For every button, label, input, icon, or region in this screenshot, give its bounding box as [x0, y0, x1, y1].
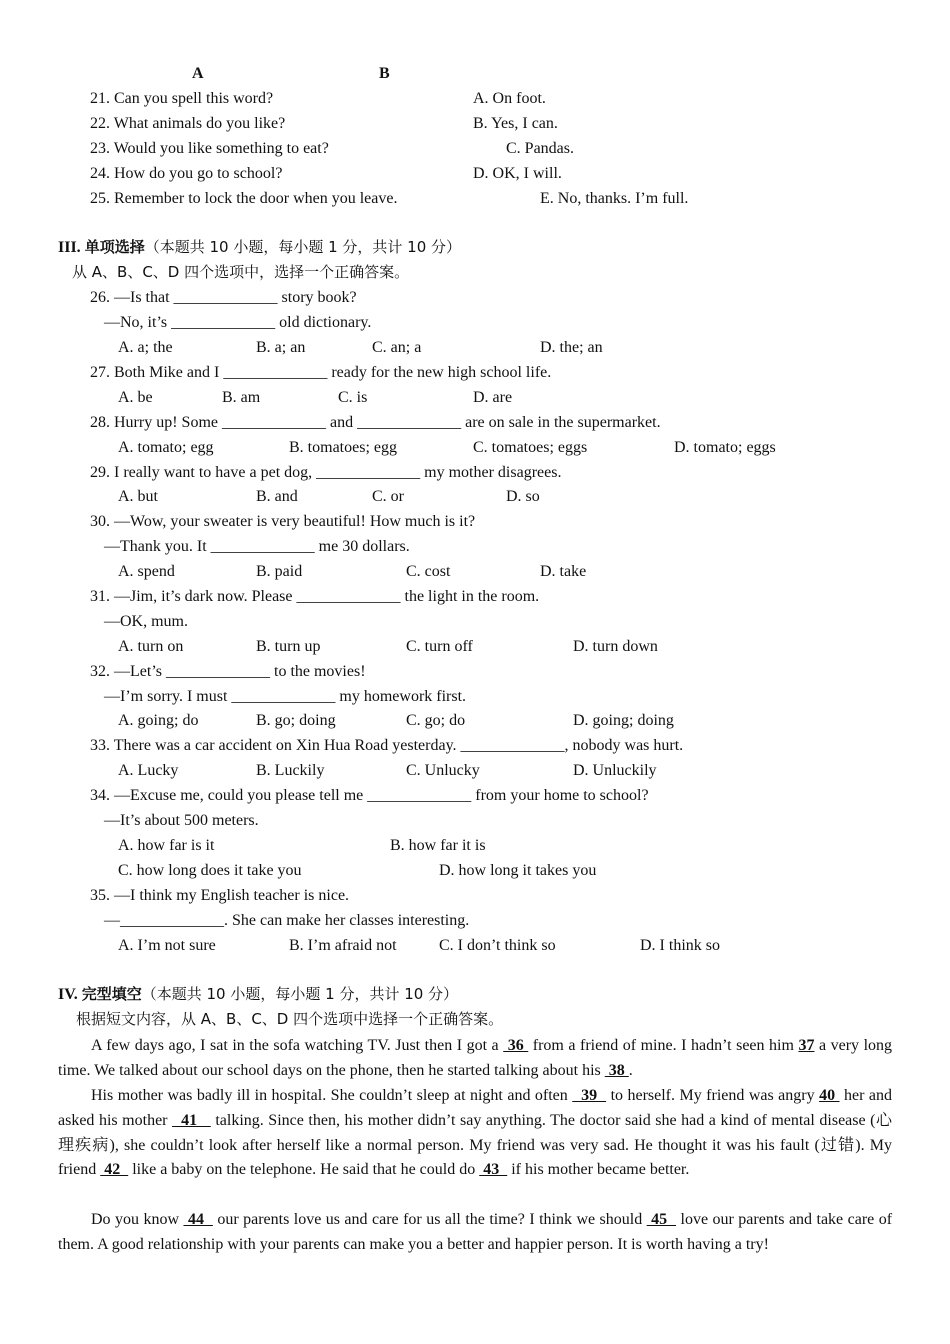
option-31-d: D. turn down — [573, 638, 658, 655]
section-3-number: III. — [58, 239, 81, 256]
blank-41: 41 — [172, 1111, 211, 1129]
passage-text: His mother was badly ill in hospital. She couldn’t sleep at night and often — [91, 1087, 573, 1104]
option-29-b: B. and — [256, 488, 298, 505]
matching-answer-b: B. Yes, I can. — [473, 115, 558, 132]
matching-answer-c: C. Pandas. — [506, 140, 574, 157]
section-3-instruction: 从 A、B、C、D 四个选项中，选择一个正确答案。 — [72, 263, 410, 281]
blank-36: 36 — [503, 1037, 529, 1054]
option-27-c: C. is — [338, 389, 368, 406]
option-32-d: D. going; doing — [573, 712, 674, 729]
section-4-note: （本题共 10 小题，每小题 1 分，共计 10 分） — [141, 985, 459, 1003]
blank-39: 39 — [572, 1087, 607, 1104]
matching-question-21: 21. Can you spell this word? — [90, 90, 274, 107]
option-29-a: A. but — [118, 488, 158, 505]
section-3-title: 单项选择 — [84, 238, 145, 256]
blank-43: 43 — [479, 1161, 508, 1179]
section-4-title: 完型填空 — [81, 985, 142, 1003]
option-34-b: B. how far it is — [390, 837, 486, 854]
option-29-c: C. or — [372, 488, 404, 505]
option-27-d: D. are — [473, 389, 513, 406]
section-4-instruction: 根据短文内容，从 A、B、C、D 四个选项中选择一个正确答案。 — [76, 1010, 504, 1028]
option-32-a: A. going; do — [118, 712, 199, 729]
matching-question-22: 22. What animals do you like? — [90, 115, 286, 132]
blank-40: 40 — [819, 1087, 840, 1104]
option-33-b: B. Luckily — [256, 762, 325, 779]
passage-text: Do you know — [91, 1211, 184, 1228]
option-29-d: D. so — [506, 488, 540, 505]
option-33-c: C. Unlucky — [406, 762, 480, 779]
question-31-line-2: —OK, mum. — [104, 613, 188, 630]
option-34-a: A. how far is it — [118, 837, 215, 854]
question-26-line-1: 26. —Is that _____________ story book? — [90, 289, 357, 306]
option-31-a: A. turn on — [118, 638, 184, 655]
option-35-a: A. I’m not sure — [118, 937, 216, 954]
question-26-line-2: —No, it’s _____________ old dictionary. — [104, 314, 372, 331]
question-29-line-1: 29. I really want to have a pet dog, _____________ my mother disagrees. — [90, 464, 562, 481]
option-28-d: D. tomato; eggs — [674, 439, 776, 456]
column-header-b: B — [379, 65, 390, 82]
question-34-line-2: —It’s about 500 meters. — [104, 812, 259, 829]
matching-answer-e: E. No, thanks. I’m full. — [540, 190, 689, 207]
option-34-c: C. how long does it take you — [118, 862, 302, 879]
section-3-note: （本题共 10 小题，每小题 1 分，共计 10 分） — [144, 238, 462, 256]
blank-37: 37 — [798, 1037, 815, 1054]
question-27-line-1: 27. Both Mike and I _____________ ready for the new high school life. — [90, 364, 552, 381]
option-33-a: A. Lucky — [118, 762, 179, 779]
option-27-a: A. be — [118, 389, 153, 406]
question-32-line-1: 32. —Let’s _____________ to the movies! — [90, 663, 366, 680]
section-4-heading — [58, 984, 458, 1005]
passage-text: love our parents and take care of them. A good relationship with your parents can make you a better and happier person. It is worth having a try! — [58, 1211, 893, 1253]
passage-text: our parents love us and care for us all the time? I think we should — [212, 1211, 647, 1228]
section-4-number: IV. — [58, 986, 78, 1003]
option-28-a: A. tomato; egg — [118, 439, 214, 456]
passage-paragraph-3 — [58, 1208, 892, 1258]
option-32-b: B. go; doing — [256, 712, 336, 729]
option-30-a: A. spend — [118, 563, 175, 580]
option-32-c: C. go; do — [406, 712, 466, 729]
passage-text: a very long time. We talked about our school days on the phone, then he started talking about his — [58, 1037, 893, 1079]
question-32-line-2: —I’m sorry. I must _____________ my homework first. — [104, 688, 467, 705]
option-30-d: D. take — [540, 563, 587, 580]
question-30-line-1: 30. —Wow, your sweater is very beautiful! How much is it? — [90, 513, 476, 530]
passage-text: from a friend of mine. I hadn’t seen him — [528, 1037, 799, 1054]
question-34-line-1: 34. —Excuse me, could you please tell me _____________ from your home to school? — [90, 787, 649, 804]
option-27-b: B. am — [222, 389, 261, 406]
question-30-line-2: —Thank you. It _____________ me 30 dollars. — [104, 538, 410, 555]
option-31-b: B. turn up — [256, 638, 321, 655]
matching-answer-d: D. OK, I will. — [473, 165, 562, 182]
passage-text: . — [628, 1061, 633, 1079]
matching-question-23: 23. Would you like something to eat? — [90, 140, 329, 157]
option-34-d: D. how long it takes you — [439, 862, 597, 879]
passage-paragraph-2 — [58, 1084, 892, 1183]
matching-question-24: 24. How do you go to school? — [90, 165, 283, 182]
passage-text: to herself. My friend was angry — [606, 1087, 820, 1104]
matching-answer-a: A. On foot. — [473, 90, 546, 107]
option-26-d: D. the; an — [540, 339, 603, 356]
blank-38: 38 — [604, 1061, 629, 1079]
matching-question-25: 25. Remember to lock the door when you leave. — [90, 190, 398, 207]
option-28-c: C. tomatoes; eggs — [473, 439, 588, 456]
option-30-c: C. cost — [406, 563, 451, 580]
question-35-line-1: 35. —I think my English teacher is nice. — [90, 887, 350, 904]
question-28-line-1: 28. Hurry up! Some _____________ and _____________ are on sale in the supermarket. — [90, 414, 661, 431]
passage-paragraph-1 — [58, 1034, 892, 1084]
section-3-heading — [58, 237, 461, 258]
blank-44: 44 — [183, 1211, 213, 1228]
option-35-b: B. I’m afraid not — [289, 937, 397, 954]
column-header-a: A — [192, 65, 204, 82]
passage-text: like a baby on the telephone. He said that he could do — [128, 1161, 480, 1179]
passage-text: A few days ago, I sat in the sofa watching TV. Just then I got a — [91, 1037, 504, 1054]
question-33-line-1: 33. There was a car accident on Xin Hua Road yesterday. _____________, nobody was hurt. — [90, 737, 684, 754]
option-26-c: C. an; a — [372, 339, 422, 356]
blank-45: 45 — [646, 1211, 677, 1228]
option-30-b: B. paid — [256, 563, 303, 580]
question-31-line-1: 31. —Jim, it’s dark now. Please _____________ the light in the room. — [90, 588, 540, 605]
passage-text: talking. Since then, his mother didn’t say anything. The doctor said she had a kind of mental disease (心理疾病), she couldn’t look after herself like a normal person. My friend was very sad. He thought it was his fault (过错). My friend — [58, 1111, 893, 1179]
passage-text: if his mother became better. — [507, 1161, 690, 1179]
option-33-d: D. Unluckily — [573, 762, 657, 779]
option-28-b: B. tomatoes; egg — [289, 439, 397, 456]
passage-text: her and asked his mother — [58, 1087, 893, 1129]
question-35-line-2: —_____________. She can make her classes interesting. — [104, 912, 470, 929]
option-35-d: D. I think so — [640, 937, 720, 954]
option-26-a: A. a; the — [118, 339, 173, 356]
option-31-c: C. turn off — [406, 638, 473, 655]
blank-42: 42 — [100, 1161, 129, 1179]
option-35-c: C. I don’t think so — [439, 937, 556, 954]
option-26-b: B. a; an — [256, 339, 306, 356]
